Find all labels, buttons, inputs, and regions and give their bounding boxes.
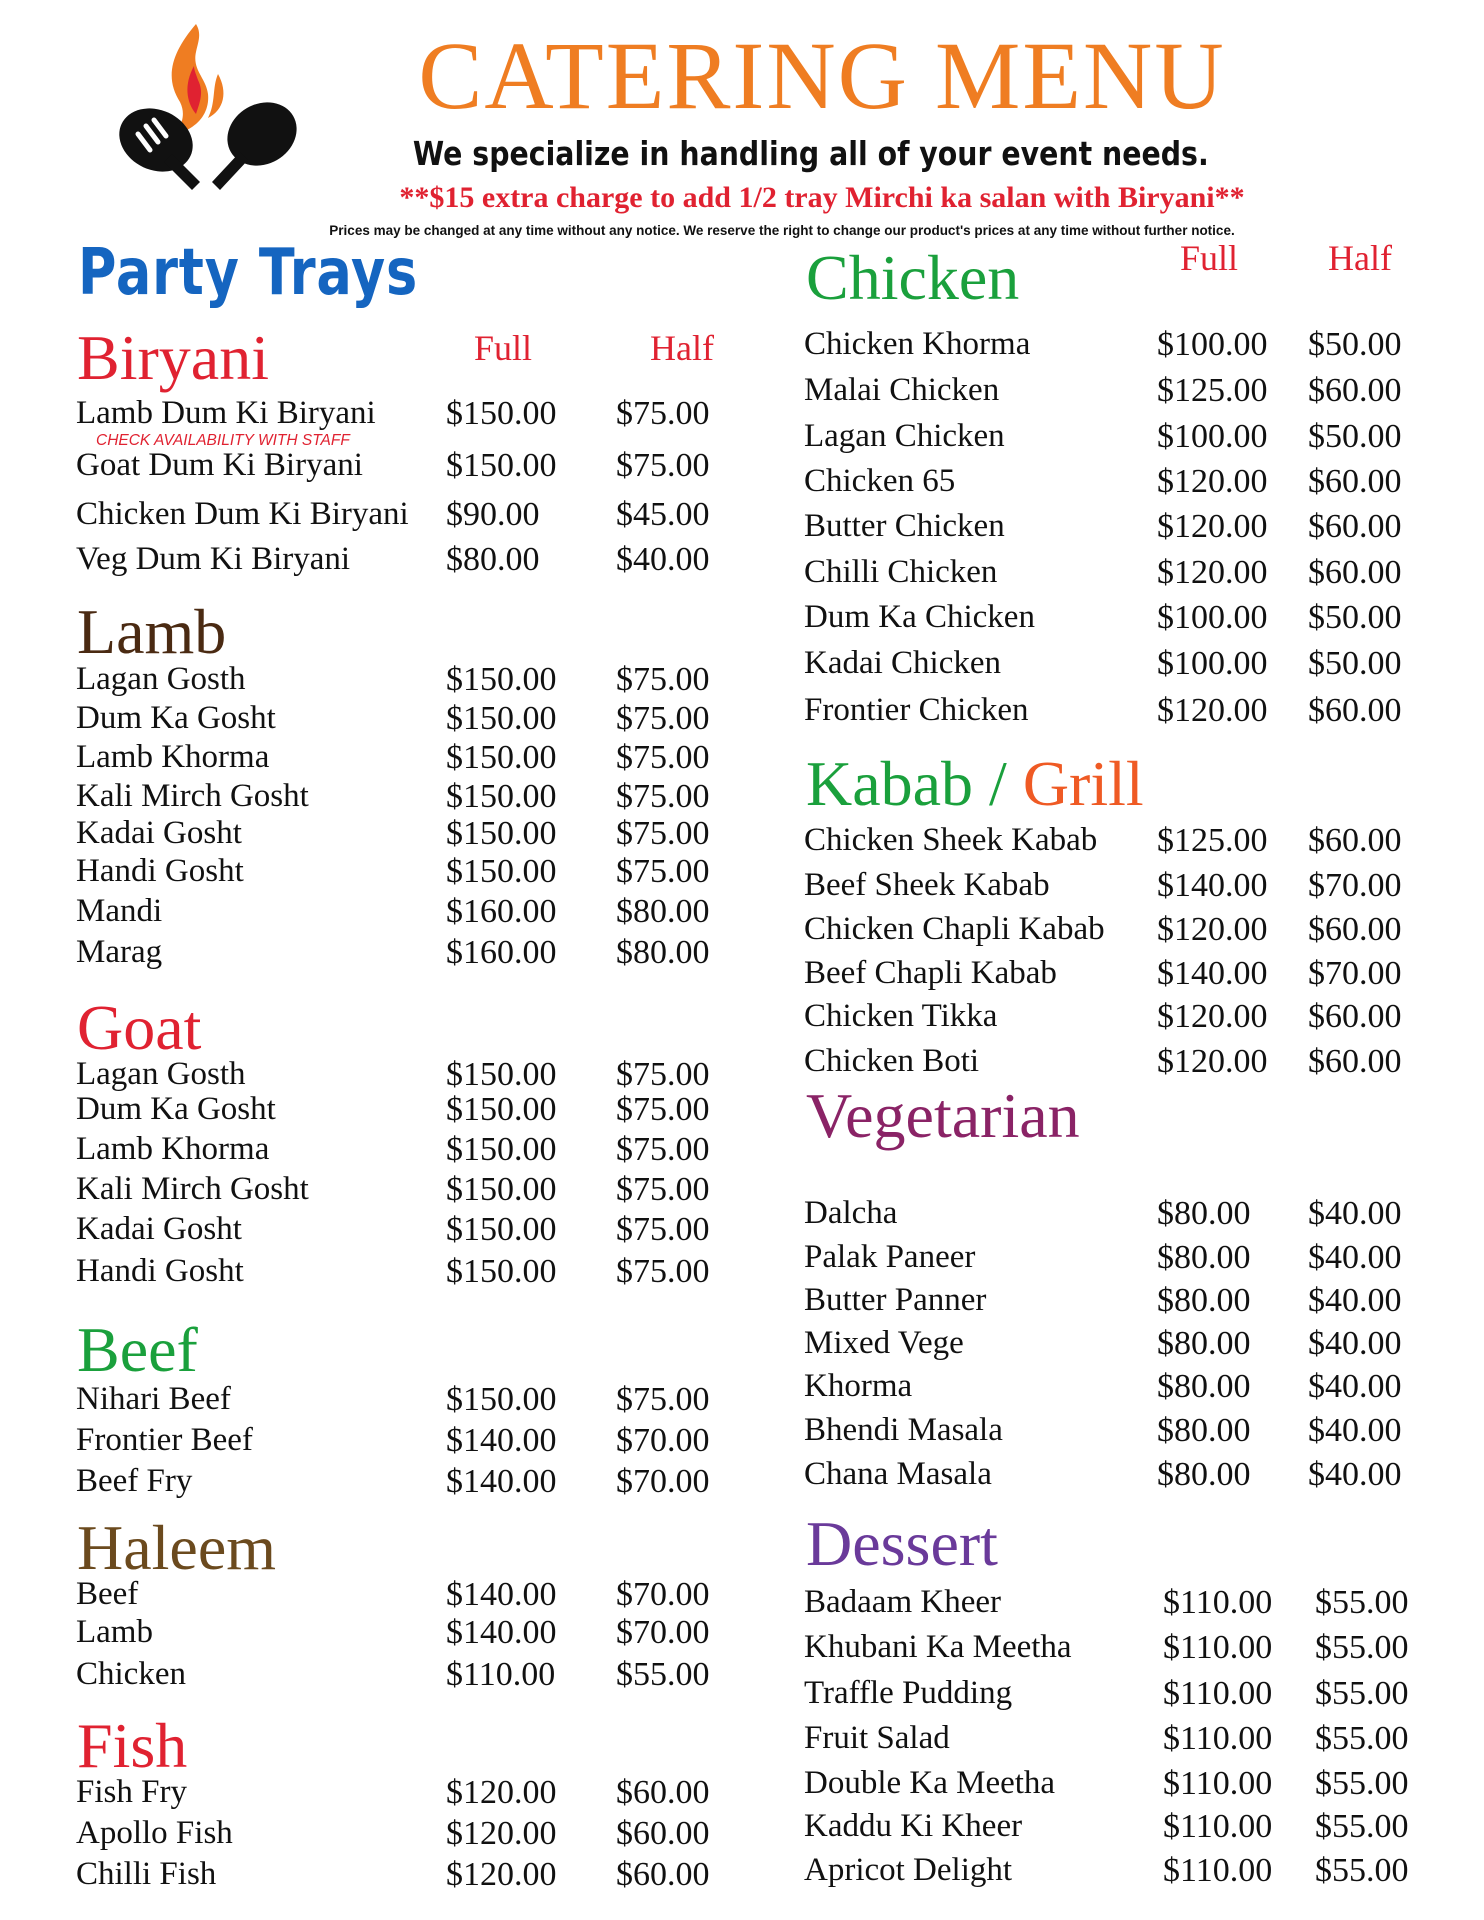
full-price: $150.00 [446,1091,557,1128]
full-price: $120.00 [446,1774,557,1811]
item-name: Nihari Beef [76,1381,231,1417]
item-name: Kaddu Ki Kheer [804,1808,1023,1844]
item-name: Dum Ka Chicken [804,599,1035,635]
full-price: $160.00 [446,893,557,930]
full-price: $150.00 [446,1211,557,1248]
item-name: Chicken Sheek Kabab [804,822,1098,858]
half-price: $75.00 [616,1211,710,1248]
full-price: $120.00 [1157,911,1268,948]
full-price: $80.00 [1157,1412,1251,1449]
half-price: $60.00 [1308,822,1402,859]
item-name: Chicken 65 [804,463,956,499]
half-price: $40.00 [616,541,710,578]
full-price: $140.00 [446,1576,557,1613]
item-name: Lagan Gosth [76,1056,246,1092]
full-price: $120.00 [1157,1043,1268,1080]
half-price: $60.00 [1308,1043,1402,1080]
half-price: $75.00 [616,1056,710,1093]
half-price: $55.00 [1315,1852,1409,1889]
full-price: $90.00 [446,496,540,533]
item-name: Kadai Chicken [804,645,1002,681]
half-price: $75.00 [616,1131,710,1168]
left-full-label: Full [474,328,533,368]
full-price: $120.00 [1157,463,1268,500]
half-price: $60.00 [1308,554,1402,591]
half-price: $70.00 [1308,867,1402,904]
half-price: $40.00 [1308,1412,1402,1449]
item-name: Chilli Chicken [804,554,998,590]
item-name: Goat Dum Ki Biryani [76,447,363,483]
full-price: $150.00 [446,739,557,776]
half-price: $60.00 [1308,508,1402,545]
item-name: Fruit Salad [804,1720,950,1756]
half-price: $55.00 [616,1656,710,1693]
item-name: Beef Fry [76,1463,193,1499]
full-price: $110.00 [446,1656,556,1693]
item-name: Fish Fry [76,1774,187,1810]
item-name: Chicken [76,1656,186,1692]
half-price: $75.00 [616,1253,710,1290]
full-price: $140.00 [1157,955,1268,992]
half-price: $75.00 [616,395,710,432]
item-name: Lagan Gosth [76,661,246,697]
party-trays-heading: Party Trays [78,236,419,310]
full-price: $80.00 [1157,1325,1251,1362]
item-name: Chicken Khorma [804,326,1031,362]
half-price: $50.00 [1308,418,1402,455]
full-price: $150.00 [446,1171,557,1208]
right-half-label: Half [1328,238,1392,278]
item-name: Handi Gosht [76,1253,244,1289]
item-name: Mandi [76,893,163,929]
dessert-heading: Dessert [806,1508,998,1579]
half-price: $55.00 [1315,1720,1409,1757]
price-disclaimer: Prices may be changed at any time without any notice. We reserve the right to change our product's prices at any time without further notice. [329,223,1235,238]
item-name: Chilli Fish [76,1856,217,1892]
kabab-separator: / [989,748,1007,819]
half-price: $50.00 [1308,645,1402,682]
lamb-heading: Lamb [77,596,227,667]
full-price: $150.00 [446,1131,557,1168]
half-price: $75.00 [616,739,710,776]
full-price: $120.00 [1157,692,1268,729]
full-price: $150.00 [446,700,557,737]
full-price: $100.00 [1157,418,1268,455]
full-price: $110.00 [1163,1675,1273,1712]
kabab-grill-heading [806,748,1144,819]
vegetarian-heading: Vegetarian [806,1080,1080,1151]
full-price: $120.00 [1157,998,1268,1035]
full-price: $150.00 [446,661,557,698]
full-price: $150.00 [446,395,557,432]
item-name: Khubani Ka Meetha [804,1629,1072,1665]
half-price: $55.00 [1315,1675,1409,1712]
left-half-label: Half [650,328,714,368]
full-price: $125.00 [1157,372,1268,409]
chicken-heading: Chicken [806,242,1020,313]
half-price: $60.00 [616,1774,710,1811]
half-price: $75.00 [616,778,710,815]
item-name: Palak Paneer [804,1239,976,1275]
half-price: $60.00 [1308,372,1402,409]
item-name: Chicken Boti [804,1043,980,1079]
full-price: $125.00 [1157,822,1268,859]
half-price: $75.00 [616,700,710,737]
fish-heading: Fish [77,1710,188,1781]
full-price: $100.00 [1157,599,1268,636]
item-name: Frontier Chicken [804,692,1029,728]
item-name: Beef Sheek Kabab [804,867,1050,903]
full-price: $100.00 [1157,645,1268,682]
full-price: $150.00 [446,778,557,815]
item-name: Khorma [804,1368,913,1404]
full-price: $80.00 [1157,1282,1251,1319]
half-price: $75.00 [616,1091,710,1128]
item-name: Lagan Chicken [804,418,1005,454]
full-price: $140.00 [446,1463,557,1500]
full-price: $80.00 [446,541,540,578]
full-price: $80.00 [1157,1195,1251,1232]
page-subtitle: We specialize in handling all of your event needs. [412,134,1209,173]
item-name: Frontier Beef [76,1422,253,1458]
page-title: CATERING MENU [418,22,1226,129]
item-name: Handi Gosht [76,853,244,889]
full-price: $120.00 [1157,508,1268,545]
full-price: $120.00 [446,1815,557,1852]
full-price: $120.00 [1157,554,1268,591]
item-name: Lamb Dum Ki Biryani [76,395,376,431]
item-name: Mixed Vege [804,1325,964,1361]
full-price: $150.00 [446,853,557,890]
item-name: Apollo Fish [76,1815,233,1851]
half-price: $55.00 [1315,1584,1409,1621]
availability-note: CHECK AVAILABILITY WITH STAFF [96,432,350,449]
full-price: $160.00 [446,934,557,971]
item-name: Chicken Dum Ki Biryani [76,496,409,532]
full-price: $80.00 [1157,1368,1251,1405]
half-price: $55.00 [1315,1808,1409,1845]
beef-heading: Beef [77,1314,198,1385]
full-price: $100.00 [1157,326,1268,363]
half-price: $70.00 [1308,955,1402,992]
item-name: Beef [76,1576,139,1612]
half-price: $55.00 [1315,1629,1409,1666]
item-name: Double Ka Meetha [804,1765,1056,1801]
full-price: $140.00 [1157,867,1268,904]
half-price: $75.00 [616,1171,710,1208]
item-name: Butter Chicken [804,508,1005,544]
item-name: Badaam Kheer [804,1584,1001,1620]
half-price: $40.00 [1308,1368,1402,1405]
half-price: $70.00 [616,1463,710,1500]
grill-heading: Grill [1022,748,1144,819]
half-price: $75.00 [616,853,710,890]
full-price: $150.00 [446,815,557,852]
item-name: Dalcha [804,1195,898,1231]
full-price: $150.00 [446,1381,557,1418]
half-price: $70.00 [616,1614,710,1651]
item-name: Dum Ka Gosht [76,700,276,736]
item-name: Butter Panner [804,1282,987,1318]
half-price: $70.00 [616,1576,710,1613]
biryani-heading: Biryani [77,322,269,393]
half-price: $40.00 [1308,1239,1402,1276]
haleem-heading: Haleem [77,1512,276,1583]
item-name: Chicken Chapli Kabab [804,911,1105,947]
item-name: Lamb [76,1614,153,1650]
full-price: $120.00 [446,1856,557,1893]
half-price: $55.00 [1315,1765,1409,1802]
item-name: Veg Dum Ki Biryani [76,541,351,577]
item-name: Chicken Tikka [804,998,998,1034]
half-price: $60.00 [616,1815,710,1852]
full-price: $150.00 [446,1056,557,1093]
full-price: $110.00 [1163,1808,1273,1845]
item-name: Beef Chapli Kabab [804,955,1057,991]
full-price: $110.00 [1163,1584,1273,1621]
full-price: $80.00 [1157,1456,1251,1493]
item-name: Kadai Gosht [76,815,242,851]
item-name: Traffle Pudding [804,1675,1013,1711]
half-price: $80.00 [616,893,710,930]
half-price: $75.00 [616,1381,710,1418]
half-price: $40.00 [1308,1325,1402,1362]
right-full-label: Full [1180,238,1239,278]
full-price: $110.00 [1163,1852,1273,1889]
half-price: $40.00 [1308,1456,1402,1493]
half-price: $75.00 [616,447,710,484]
half-price: $60.00 [1308,911,1402,948]
half-price: $50.00 [1308,599,1402,636]
half-price: $40.00 [1308,1195,1402,1232]
full-price: $80.00 [1157,1239,1251,1276]
salan-note: **$15 extra charge to add 1/2 tray Mirchi ka salan with Biryani** [399,181,1245,214]
half-price: $60.00 [616,1856,710,1893]
item-name: Kali Mirch Gosht [76,778,309,814]
full-price: $110.00 [1163,1765,1273,1802]
half-price: $60.00 [1308,463,1402,500]
kabab-heading: Kabab [806,748,974,819]
item-name: Marag [76,934,163,970]
goat-heading: Goat [77,992,202,1063]
full-price: $150.00 [446,447,557,484]
half-price: $50.00 [1308,326,1402,363]
full-price: $150.00 [446,1253,557,1290]
item-name: Lamb Khorma [76,739,270,775]
half-price: $60.00 [1308,692,1402,729]
full-price: $110.00 [1163,1629,1273,1666]
item-name: Dum Ka Gosht [76,1091,276,1127]
half-price: $45.00 [616,496,710,533]
full-price: $140.00 [446,1614,557,1651]
item-name: Lamb Khorma [76,1131,270,1167]
item-name: Malai Chicken [804,372,1000,408]
item-name: Bhendi Masala [804,1412,1003,1448]
half-price: $75.00 [616,661,710,698]
item-name: Apricot Delight [804,1852,1013,1888]
half-price: $75.00 [616,815,710,852]
item-name: Kali Mirch Gosht [76,1171,309,1207]
half-price: $80.00 [616,934,710,971]
half-price: $40.00 [1308,1282,1402,1319]
full-price: $140.00 [446,1422,557,1459]
half-price: $60.00 [1308,998,1402,1035]
item-name: Kadai Gosht [76,1211,242,1247]
item-name: Chana Masala [804,1456,992,1492]
half-price: $70.00 [616,1422,710,1459]
full-price: $110.00 [1163,1720,1273,1757]
